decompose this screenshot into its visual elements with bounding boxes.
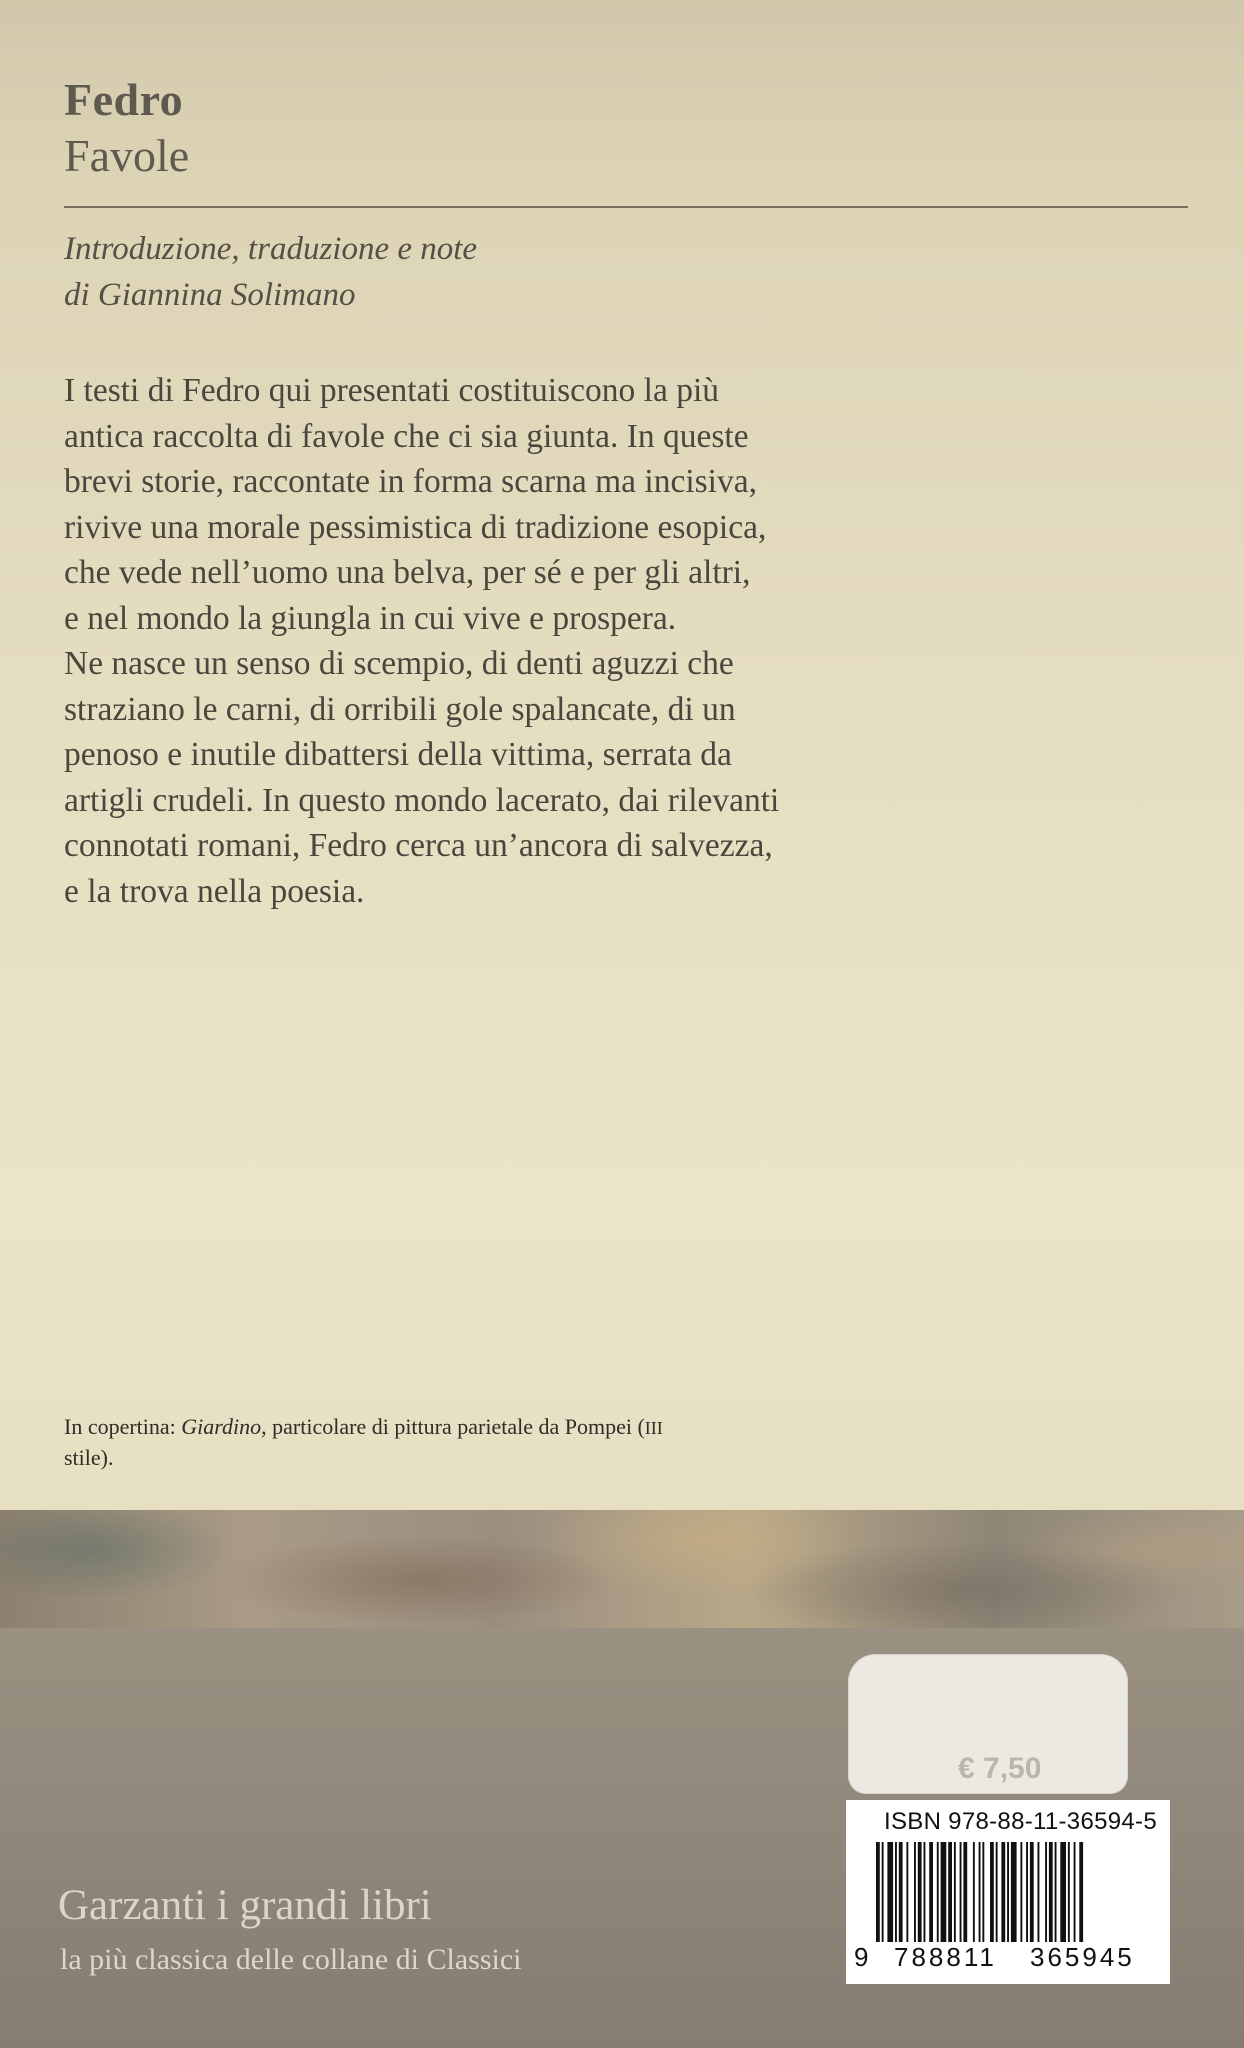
divider-rule	[64, 206, 1188, 208]
blurb-line: connotati romani, Fedro cerca un’ancora di salvezza,	[64, 827, 773, 864]
blurb-text	[64, 368, 964, 914]
caption-style-number: III	[644, 1418, 663, 1438]
book-title: Favole	[64, 130, 190, 181]
series-tagline: la più classica delle collane di Classici	[60, 1943, 522, 1976]
barcode-bar	[918, 1842, 922, 1942]
barcode-bar	[1049, 1842, 1053, 1942]
blurb-line: e la trova nella poesia.	[64, 872, 365, 910]
caption-suffix: stile).	[64, 1445, 114, 1470]
barcode-bar	[1045, 1842, 1047, 1942]
barcode-bar	[906, 1842, 908, 1942]
barcode-digit-first: 9	[854, 1942, 869, 1972]
barcode-bar	[1011, 1842, 1017, 1942]
translator-credits	[64, 226, 477, 318]
blurb-line: artigli crudeli. In questo mondo lacerato, dai rilevanti	[64, 781, 780, 819]
barcode-bar	[948, 1842, 952, 1942]
barcode-bar	[1007, 1842, 1009, 1942]
barcode-bar	[996, 1842, 998, 1942]
blurb-line: antica raccolta di favole che ci sia giunta. In queste	[64, 417, 749, 455]
blurb-line: che vede nell’uomo una belva, per sé e per gli altri,	[64, 554, 751, 591]
caption-work-title: Giardino	[181, 1414, 262, 1439]
barcode-bar	[960, 1842, 962, 1942]
barcode-bar	[1026, 1842, 1028, 1942]
blurb-line: straziano le carni, di orribili gole spalancate, di un	[64, 690, 736, 728]
barcode-bar	[990, 1842, 994, 1942]
fresco-image-strip	[0, 1510, 1244, 1628]
price-label: € 7,50	[958, 1752, 1042, 1785]
barcode-bar	[899, 1842, 903, 1942]
barcode-bar	[924, 1842, 926, 1942]
caption-prefix: In copertina:	[64, 1414, 182, 1439]
blurb-line: rivive una morale pessimistica di tradizione esopica,	[64, 508, 767, 546]
barcode-bar	[979, 1842, 981, 1942]
barcode-bar	[982, 1842, 984, 1942]
barcode-bar	[941, 1842, 947, 1942]
barcode-bar	[1030, 1842, 1034, 1942]
barcode-bar	[1074, 1842, 1076, 1942]
barcode-bar	[973, 1842, 975, 1942]
barcode-digits-right: 365945	[1030, 1942, 1135, 1972]
series-name: Garzanti i grandi libri	[58, 1882, 432, 1929]
barcode-bar	[887, 1842, 893, 1942]
barcode-bar	[929, 1842, 933, 1942]
blurb-line: e nel mondo la giungla in cui vive e prospera.	[64, 599, 677, 637]
price-sticker	[848, 1654, 1128, 1794]
barcode-bar	[963, 1842, 967, 1942]
caption-rest: , particolare di pittura parietale da Pompei (	[261, 1414, 645, 1439]
barcode-icon	[876, 1842, 1146, 1942]
isbn-text: ISBN 978-88-11-36594-5	[884, 1808, 1157, 1835]
barcode-bar	[954, 1842, 956, 1942]
barcode-bar	[882, 1842, 884, 1942]
barcode-bar	[1038, 1842, 1040, 1942]
title-block	[64, 72, 189, 184]
blurb-line: I testi di Fedro qui presentati costituiscono la più	[64, 372, 720, 409]
author-name: Fedro	[64, 74, 184, 125]
barcode-bar	[1001, 1842, 1005, 1942]
barcode-bar	[914, 1842, 916, 1942]
barcode-digits-left: 788811	[894, 1942, 997, 1972]
barcode-bar	[876, 1842, 880, 1942]
blurb-line: brevi storie, raccontate in forma scarna ma incisiva,	[64, 463, 757, 500]
credits-line: di Giannina Solimano	[64, 277, 356, 313]
barcode-bar	[1020, 1842, 1022, 1942]
blurb-line: Ne nasce un senso di scempio, di denti aguzzi che	[64, 645, 734, 682]
barcode-bar	[1060, 1842, 1066, 1942]
blurb-line: penoso e inutile dibattersi della vittima, serrata da	[64, 736, 732, 773]
barcode-bar	[1055, 1842, 1057, 1942]
barcode-bar	[937, 1842, 939, 1942]
credits-line: Introduzione, traduzione e note	[64, 231, 478, 267]
cover-caption	[64, 1412, 924, 1472]
barcode-label	[846, 1800, 1170, 1984]
barcode-bar	[1079, 1842, 1083, 1942]
barcode-bar	[1068, 1842, 1070, 1942]
barcode-bar	[895, 1842, 897, 1942]
